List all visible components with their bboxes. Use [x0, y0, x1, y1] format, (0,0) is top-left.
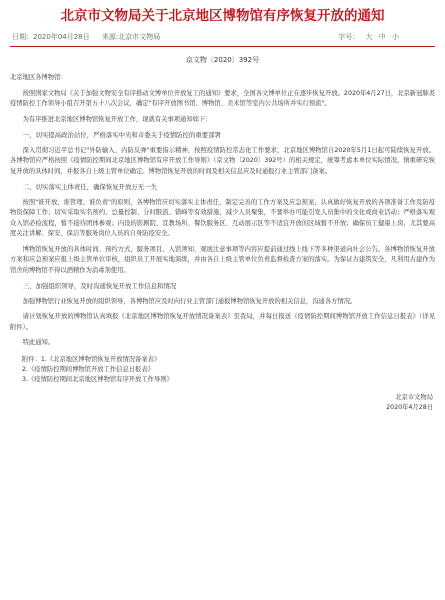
paragraph: 为有序推进北京地区博物馆恢复开放工作，现就有关事项通知如下：	[22, 115, 212, 123]
paragraph: 按照国家文物局《关于加强文物安全有序推动文博单位开放复工的通知》要求，全国各文博单位正在逐步恢复开放。2020年4月27日，北京新冠肺炎疫情防控工作领导小组召开第五十八次会议，确定"有序开放图书馆、博物馆、美术馆等室内公共场所并实行预流"。	[10, 89, 435, 107]
signer: 北京市文物局	[395, 393, 433, 401]
paragraph: 按照"谁开放、谁管理、谁负责"的原则，各博物馆应切实落实主体责任，制定完善的工作方案及应急预案，认真做好恢复开放的各项准备工作及防疫物资保障工作；切实采取实名预约、总量控制、分时限流、错峰等有效措施，减少人员聚集，不要举办可能引发人员集中的文化或商业活动；严格落实观众入馆必检流程，暂不接待团体参观；内设的影剧院、宣教场所、餐饮服务区、互动展示区等不适宜开放的区域暂不开放；确保员工健康上岗，尤其要高度关注讲解、保安、保洁等服务岗位人员的自身防疫安全。	[10, 198, 435, 237]
font-size-large-button[interactable]: 大	[365, 33, 373, 41]
addressee: 北京地区各博物馆：	[10, 74, 67, 81]
attachment-link[interactable]: 2.《疫情防控期间博物馆开放工作信息日报表》	[22, 365, 154, 373]
section-heading: 二、切实落实主体责任，确保恢复开放万无一失	[22, 183, 157, 191]
article-meta	[10, 30, 435, 44]
paragraph: 加强博物馆行业恢复开放的组织领导，各博物馆应及时向行业主管部门通报博物馆恢复开放的相关信息，沟通各方情况。	[22, 297, 357, 305]
font-size-small-button[interactable]: 小	[392, 33, 399, 41]
attachment-list	[10, 355, 435, 385]
document-number: 京文物〔2020〕392号	[185, 56, 260, 64]
font-size-medium-button[interactable]: 中	[378, 33, 386, 41]
font-size-label: 字号：	[338, 33, 360, 41]
sign-date: 2020年4月28日	[386, 403, 433, 411]
attachment-link[interactable]: 3.《疫情防控期间北京地区博物馆有序开放工作导则》	[22, 375, 173, 383]
section-heading: 一、切实提高政治站位，严格落实中央和市委关于疫情防控的重要部署	[22, 131, 221, 139]
paragraph: 深入贯彻习近平总书记"外防输入、内防反弹"重要指示精神，按照疫情防控常态化工作要求，北京地区博物馆自2020年5月1日起可陆续恢复开放。各博物馆应严格按照《疫情防控期间北京地区博物馆有序开放工作导则》（京文物〔2020〕392号）的相关规定，统筹考虑本单位实际情况，慎重研究恢复开放的具体时间，并报各自上级主管单位确定。博物馆恢复开放的时间及相关信息应及时通报行业主管部门备案。	[10, 146, 435, 175]
source-label: 来源:北京市文物局	[101, 33, 161, 41]
closing: 特此通知。	[22, 339, 55, 346]
publish-date: 日期：2020年04月28日	[12, 33, 90, 41]
page-title: 北京市文物局关于北京地区博物馆有序恢复开放的通知	[60, 8, 385, 24]
section-heading: 三、加强组织领导，及时沟通恢复开放工作信息和情况	[22, 282, 177, 290]
paragraph: 博物馆恢复开放的具体时间、预约方式、服务项目、入馆须知、观展注意事项等内容应提前通过线上线下等多种渠道向社会公告。各博物馆恢复开放方案和应急预案应报上级主管单位审核，组织员工开展实地演练，并由各自上级主管单位负责监督检查方案的落实。为保证古建筑安全，凡利用古建作为馆舍的博物馆不得以酒精作为消毒剂使用。	[10, 245, 435, 274]
attachment-link[interactable]: 附件：1.《北京地区博物馆恢复开放情况备案表》	[22, 355, 161, 363]
paragraph: 请计划恢复开放的博物馆认真填报《北京地区博物馆恢复开放情况备案表》至我局，并每日报送《疫情防控期间博物馆开放工作信息日报表》（详见附件）。	[10, 313, 435, 331]
title-divider	[10, 46, 435, 47]
font-size-switcher	[334, 30, 399, 44]
